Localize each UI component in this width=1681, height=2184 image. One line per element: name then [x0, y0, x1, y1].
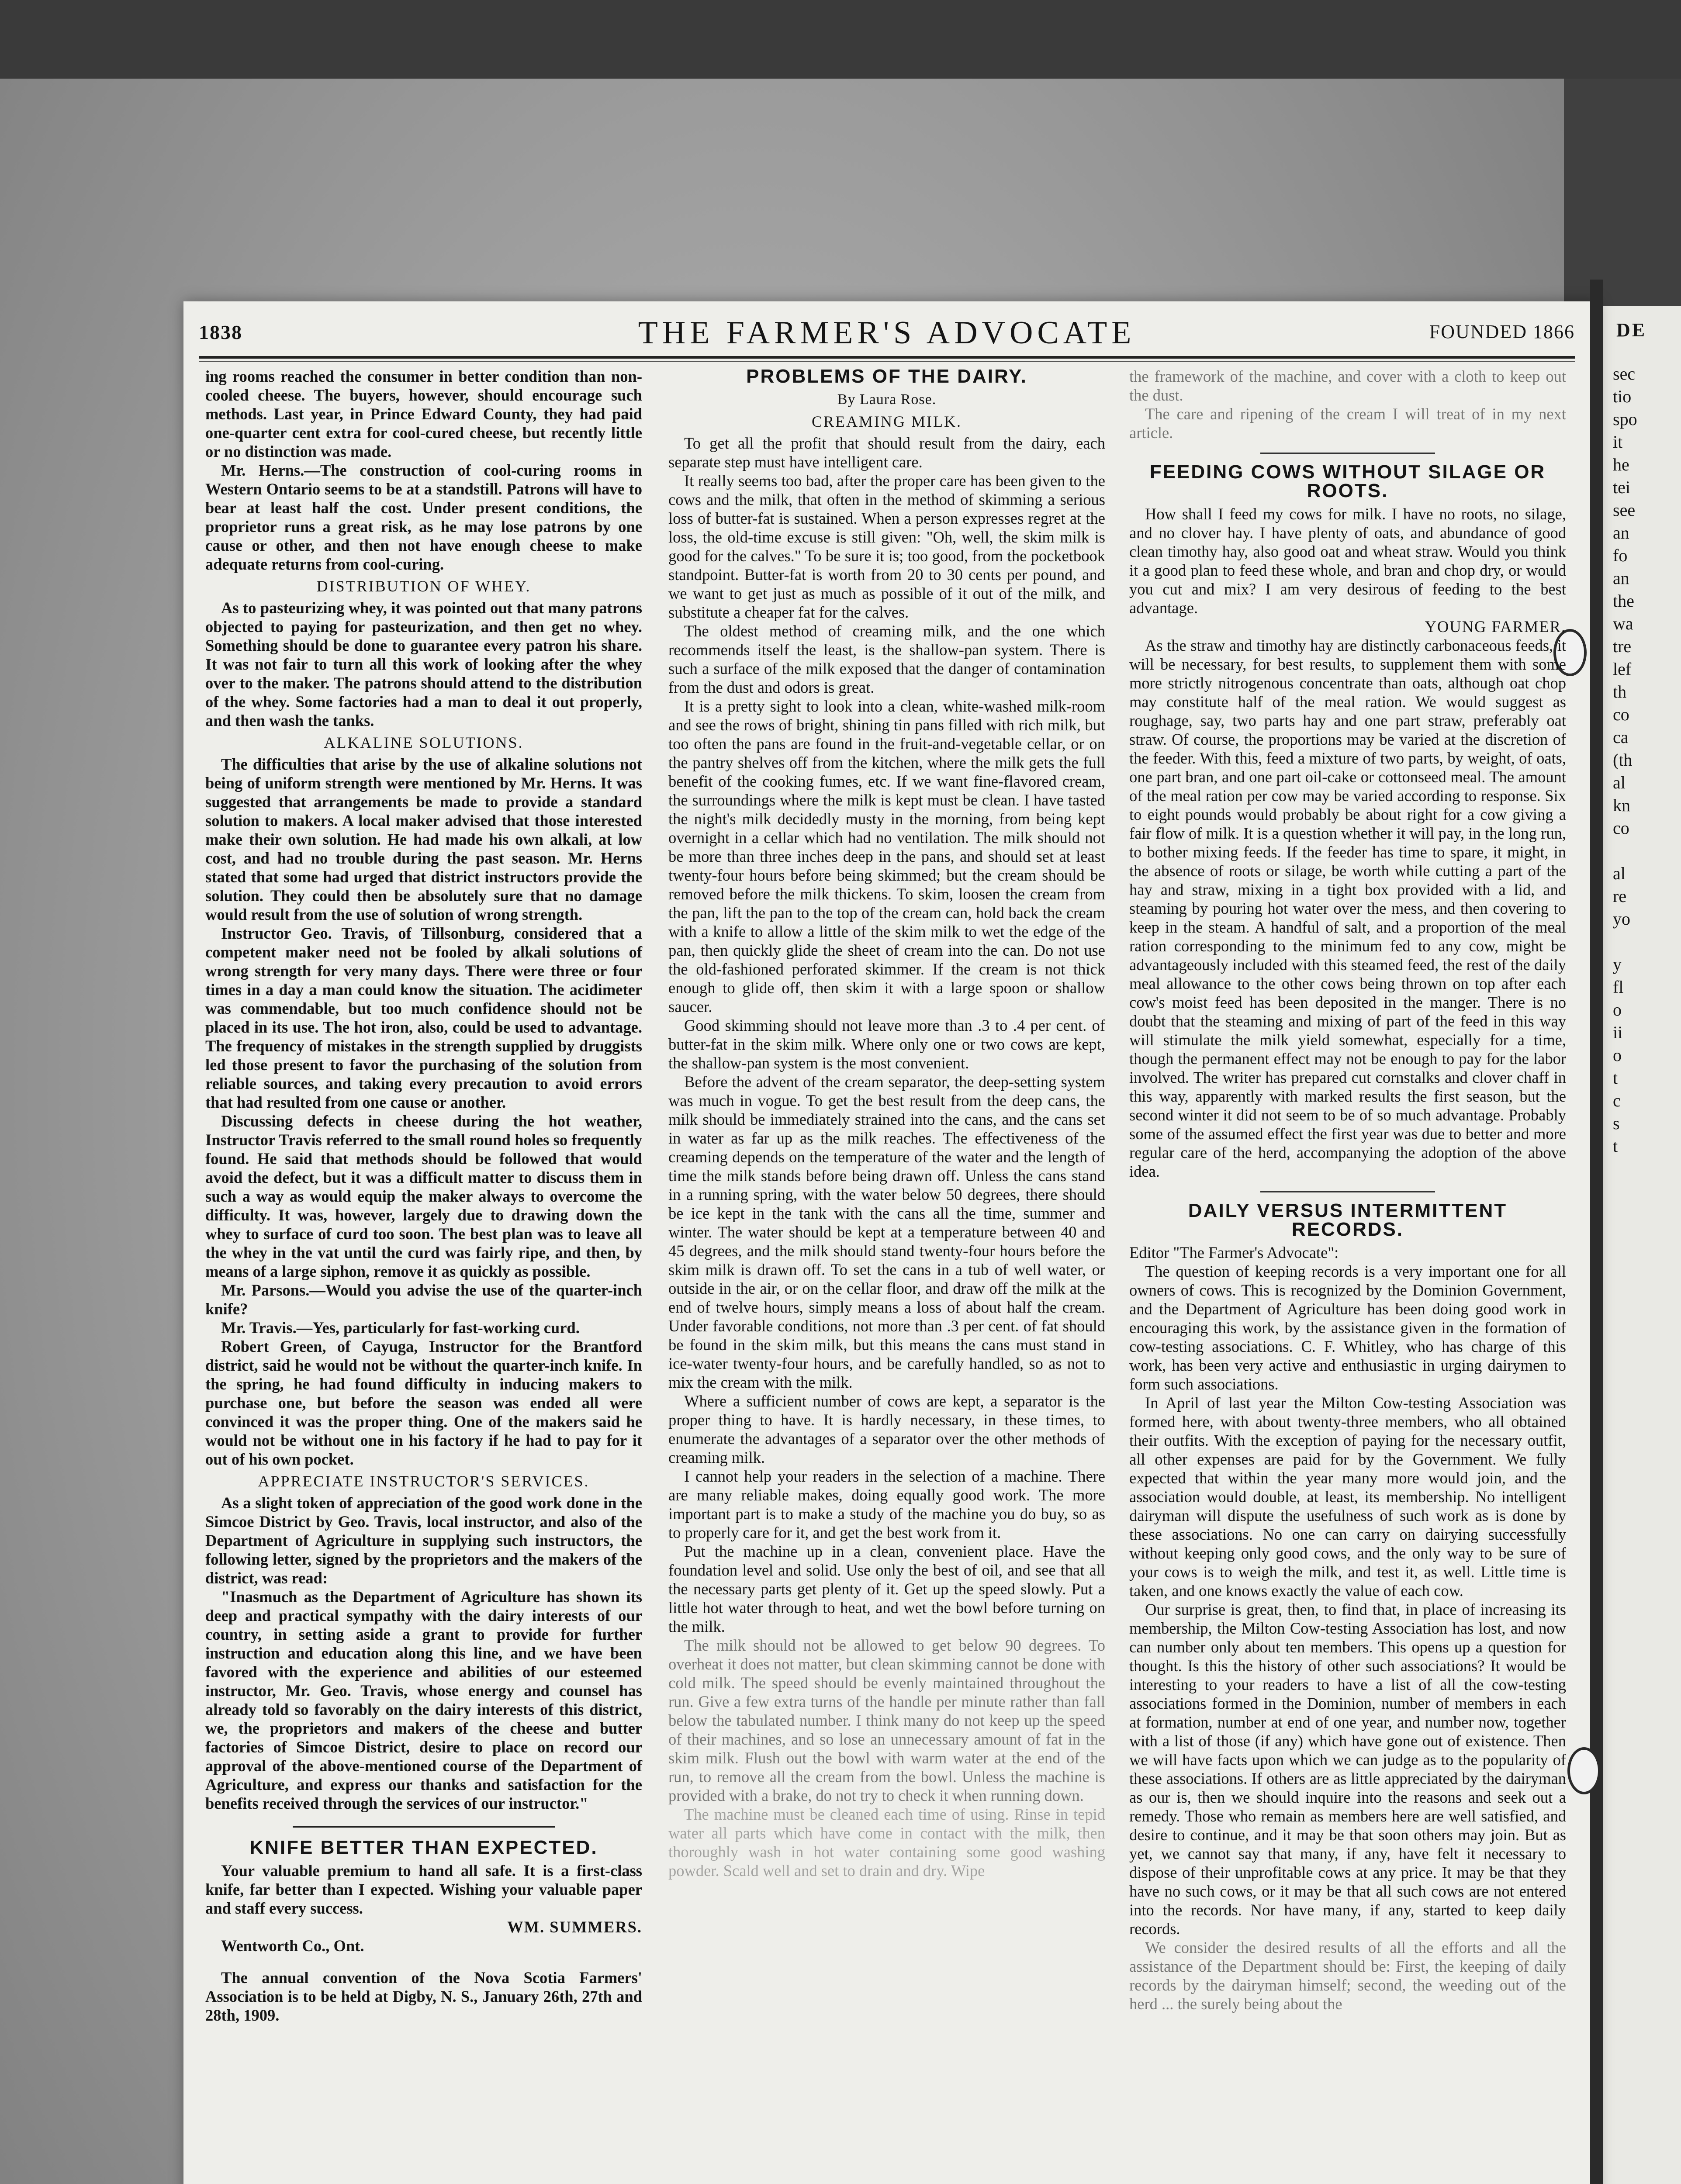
- article-paragraph: In April of last year the Milton Cow-testing Association was formed here, with about twenty-three members, who all obtained their outfits. With the exception of paying for the necessary outfit, all other expenses are paid for by the Government. We fully expected that within the year many more would join, and the association would double, at least, its membership. No intelligent dairyman will dispute the usefulness of such work as is done by these associations. No one can carry on dairying successfully without keeping only good cows, and the only way to be sure of your cows is to weigh the milk, and test it, as well. Little time is taken, and one knows exactly the value of each cow.: [1129, 1394, 1566, 1600]
- article-paragraph: The care and ripening of the cream I will treat of in my next article.: [1129, 405, 1566, 442]
- scan-top-shadow: [0, 0, 1681, 79]
- adjacent-fragment: t: [1613, 1068, 1618, 1088]
- page-gutter: [1590, 280, 1603, 2184]
- article-paragraph: The difficulties that arise by the use of alkaline solutions not being of uniform strength were mentioned by Mr. Herns. It was suggested that arrangements be made to provide a standard solution to makers. A local maker advised that those interested make their own solution. He had made his own alkali, at low cost, and had no trouble during the past season. Mr. Herns stated that some had urged that district instructors provide the solution. They could then be absolutely sure that no damage would result from the use of solution of wrong strength.: [205, 755, 642, 923]
- binding-ring-icon: [1567, 1747, 1601, 1794]
- article-paragraph: Discussing defects in cheese during the hot weather, Instructor Travis referred to the small round holes so frequently found. He said that methods should be followed that would avoid the defect, but it was a difficult matter to discuss them in such a way as would equip the maker always to overcome the difficulty. It was, however, largely due to drawing down the whey to surface of curd too soon. The best plan was to leave all the whey in the vat until the curd was fairly ripe, and then, by means of a large siphon, remove it as quickly as possible.: [205, 1112, 642, 1280]
- byline: By Laura Rose.: [837, 391, 937, 408]
- article-paragraph: I cannot help your readers in the selection of a machine. There are many reliable makes, doing equally good work. The more important part is to make a study of the machine you do buy, so as to properly care for it, and get the best work from it.: [668, 1467, 1105, 1541]
- page-header: [199, 314, 1575, 354]
- article-paragraph: Put the machine up in a clean, convenient place. Have the foundation level and solid. Use only the best of oil, and see that all the necessary parts get plenty of it. Get up the speed slowly. Put a little hot water through to heat, and wet the bowl before turning on the milk.: [668, 1542, 1105, 1635]
- article-paragraph: Your valuable premium to hand all safe. It is a first-class knife, far better than I expected. Wishing your valuable paper and staff every success.: [205, 1862, 642, 1917]
- adjacent-fragment: (th: [1613, 750, 1633, 770]
- article-paragraph: The machine must be cleaned each time of using. Rinse in tepid water all parts which have come in contact with the milk, then thoroughly wash in hot water containing some good washing powder. Scald well and set to drain and dry. Wipe: [668, 1805, 1105, 1880]
- header-rule-thin: [199, 361, 1575, 362]
- adjacent-fragment: s: [1613, 1113, 1620, 1133]
- section-title: DAILY VERSUS INTERMITTENT RECORDS.: [1188, 1200, 1508, 1240]
- adjacent-fragment: lef: [1613, 659, 1632, 679]
- article-paragraph: Mr. Herns.—The construction of cool-curing rooms in Western Ontario seems to be at a standstill. Patrons will have to bear at least half the cost. Under present conditions, the proprietor runs a great risk, as he may lose patrons by one cause or other, and then not have enough cheese to make adequate returns from cool-curing.: [205, 461, 642, 573]
- masthead-title: THE FARMER'S ADVOCATE: [638, 315, 1136, 351]
- adjacent-fragment: re: [1613, 886, 1627, 906]
- section-divider: [293, 1826, 555, 1828]
- adjacent-fragment: co: [1613, 818, 1629, 838]
- adjacent-fragment: it: [1613, 432, 1623, 452]
- adjacent-page-header: DE: [1616, 319, 1647, 341]
- adjacent-fragment: kn: [1613, 795, 1630, 815]
- article-paragraph: Mr. Parsons.—Would you advise the use of the quarter-inch knife?: [205, 1281, 642, 1318]
- adjacent-fragment: ii: [1613, 1023, 1623, 1042]
- article-paragraph: The milk should not be allowed to get below 90 degrees. To overheat it does not matter, but clean skimming cannot be done with cold milk. The speed should be evenly maintained throughout the run. Give a few extra turns of the handle per minute rather than fall below the tabulated number. I think many do not keep up the speed of their machines, and so lose an unnecessary amount of fat in the skim milk. Flush out the bowl with warm water at the end of the run, to remove all the cream from the bowl. Unless the machine is provided with a brake, do not try to check it when running down.: [668, 1636, 1105, 1804]
- founded-note: FOUNDED 1866: [1429, 321, 1575, 342]
- article-paragraph: The oldest method of creaming milk, and the one which recommends itself the least, is the shallow-pan system. There is such a surface of the milk exposed that the danger of contamination from the dust and odors is great.: [668, 622, 1105, 696]
- article-paragraph: The annual convention of the Nova Scotia Farmers' Association is to be held at Digby, N. S., January 26th, 27th and 28th, 1909.: [205, 1969, 642, 2024]
- adjacent-fragment: spo: [1613, 409, 1637, 429]
- article-paragraph: It is a pretty sight to look into a clean, white-washed milk-room and see the rows of bright, shining tin pans filled with rich milk, but too often the pans are found in the fruit-and-vegetable cellar, or on the pantry shelves off from the kitchen, where the milk gets the full benefit of the cooking fumes, etc. If we want fine-flavored cream, the surroundings where the milk is kept must be clean. I have tasted the night's milk decidedly musty in the morning, from being kept overnight in a cellar which had no ventilation. The milk should not be more than three inches deep in the pans, and should set at least twenty-four hours before being skimmed; but the cream should be removed before the milk thickens. To skim, loosen the cream from the pan, lift the pan to the top of the cream can, hold back the cream with a knife to allow a little of the skim milk to wet the edge of the pan, then quickly glide the sheet of cream into the can. Do not use the old-fashioned perforated skimmer. If the cream is not thick enough to glide off, then skim it with a large spoon or shallow saucer.: [668, 697, 1105, 1016]
- adjacent-page-edge: [1603, 306, 1681, 2184]
- adjacent-fragment: al: [1613, 864, 1626, 883]
- article-paragraph: To get all the profit that should result from the dairy, each separate step must have intelligent care.: [668, 434, 1105, 471]
- editor-salutation: Editor "The Farmer's Advocate":: [1129, 1244, 1339, 1261]
- section-title: PROBLEMS OF THE DAIRY.: [746, 366, 1027, 387]
- section-divider: [1260, 1191, 1435, 1192]
- article-paragraph: Our surprise is great, then, to find that, in place of increasing its membership, the Milton Cow-testing Association has lost, and now can number only about ten members. This opens up a question for thought. Is this the history of other such associations? It would be interesting to your readers to have a list of all the cow-testing associations formed in the Dominion, number of members in each at formation, number at end of one year, and number now, together with a list of those (if any) which have gone out of existence. Then we will have facts upon which we can judge as to the popularity of these associations. If others are as little appreciated by the dairyman as our is, then we should inquire into the reasons and seek out a remedy. Those who remain as members here are well satisfied, and desire to continue, and it may be that soon others may join. But as yet, we cannot say that many, if any, have felt it necessary to dispose of their unprofitable cows at any price. It may be that they have no such cows, or it may be that all such cows are not entered into the records. Nor have many, if any, started to keep daily records.: [1129, 1600, 1566, 1938]
- article-paragraph: As a slight token of appreciation of the good work done in the Simcoe District by Geo. Travis, local instructor, and also of the Department of Agriculture in supplying such instructors, the following letter, signed by the proprietors and the makers of the district, was read:: [205, 1494, 642, 1587]
- article-paragraph: As the straw and timothy hay are distinctly carbonaceous feeds, it will be necessary, for best results, to supplement them with some more strictly nitrogenous concentrate than oats, although oat chop may constitute half of the meal ration. We would suggest as roughage, say, two parts hay and one part straw, preferably oat straw. Of course, the proportions may be varied at the discretion of the feeder. With this, feed a mixture of two parts, by weight, of oats, one part bran, and one part oil-cake or cottonseed meal. The amount of the meal ration per cow may be varied according to response. Six to eight pounds would probably be about right for a cow giving a fair flow of milk. It is a question whether it will pay, in the long run, to bother mixing feeds. If the feeder has time to spare, it might, in the absence of roots or silage, be worth while cutting a part of the hay and straw, mixing in a tight box provided with a lid, and steaming by pouring hot water over the mess, and then covering to keep in the steam. A handful of salt, and a proportion of the meal ration corresponding to the minimum fed to any cow, might be advantageously included with this steamed feed, the rest of the daily meal allowance to the other cows being thrown on top after each cow's moist feed has been deposited in the manger. There is no doubt that the steaming and mixing of part of the feed in this way will stimulate the milk yield somewhat, especially for a time, though the permanent effect may not be enough to pay for the labor involved. The writer has prepared cut cornstalks and clover chaff in this way, apparently with marked results the first season, but the second winter it did not seem to be of so much advantage. Probably some of the assumed effect the first year was due to better and more regular care of the herd, accompanying the adoption of the above idea.: [1129, 636, 1566, 1180]
- article-paragraph: As to pasteurizing whey, it was pointed out that many patrons objected to paying for pasteurization, and then get no whey. Something should be done to guarantee every patron his share. It was not fair to turn all this work of looking after the whey over to the maker. The patrons should attend to the distribution of the whey. Some factories had a man to deal it out properly, and then wash the tanks.: [205, 599, 642, 729]
- article-paragraph: Before the advent of the cream separator, the deep-setting system was much in vogue. To get the best result from the deep cans, the milk should be immediately strained into the cans, and the cans set in water as far up as the milk reaches. The effectiveness of the creaming depends on the temperature of the water and the length of time the milk stands before being drawn off. Unless the cans stand in a running spring, with the water below 50 degrees, there should be ice kept in the tank with the cans all the time, summer and winter. The water should be kept at a temperature between 40 and 45 degrees, and the milk should stand twenty-four hours before the skim milk is drawn off. To set the cans in a tub of well water, or outside in the air, or on the cellar floor, and draw off the milk at the end of twelve hours, simply means a loss of about half the cream. Under favorable conditions, not more than .3 per cent. of fat should be found in the skim milk, but this means the cans must stand in ice-water twenty-four hours, and be carefully handled, so as not to mix the cream with the milk.: [668, 1073, 1105, 1391]
- adjacent-fragment: t: [1613, 1136, 1618, 1156]
- adjacent-fragment: fo: [1613, 546, 1628, 565]
- article-paragraph: It really seems too bad, after the proper care has been given to the cows and the milk, that often in the method of skimming a serious loss of butter-fat is sustained. When a person expresses regret at the loss, the old-time excuse is still given: "Oh, well, the skim milk is good for the calves." To be sure it is; too good, from the pocketbook standpoint. Butter-fat is worth from 20 to 30 cents per pound, and we want to get just as much as possible of it out of the milk, and substitute a cheaper fat for the calves.: [668, 472, 1105, 621]
- adjacent-fragment: co: [1613, 705, 1629, 724]
- adjacent-fragment: wa: [1613, 614, 1633, 633]
- adjacent-fragment: ca: [1613, 727, 1629, 747]
- adjacent-fragment: yo: [1613, 909, 1630, 929]
- subheading: DISTRIBUTION OF WHEY.: [316, 577, 531, 595]
- column-left: [205, 367, 642, 2025]
- adjacent-fragment: sec: [1613, 364, 1636, 384]
- column-middle: [668, 367, 1105, 1880]
- section-divider: [1260, 453, 1435, 454]
- page-number: 1838: [199, 321, 242, 343]
- adjacent-fragment: an: [1613, 568, 1629, 588]
- signature: YOUNG FARMER.: [1425, 618, 1566, 636]
- section-title: KNIFE BETTER THAN EXPECTED.: [249, 1837, 598, 1858]
- adjacent-fragment: tre: [1613, 636, 1632, 656]
- article-paragraph: ing rooms reached the consumer in better condition than non-cooled cheese. The buyers, however, should encourage such methods. Last year, in Prince Edward County, they had paid one-quarter cent extra for cool-cured cheese, but recently little or no distinction was made.: [205, 367, 642, 460]
- article-paragraph: Where a sufficient number of cows are kept, a separator is the proper thing to have. It is hardly necessary, in these times, to enumerate the advantages of a separator over the other methods of creaming milk.: [668, 1392, 1105, 1466]
- article-paragraph: "Inasmuch as the Department of Agriculture has shown its deep and practical sympathy with the dairy interests of our country, in setting aside a grant to provide for further instruction and education along this line, and we have been favored with the experience and abilities of our esteemed instructor, Mr. Geo. Travis, whose energy and counsel has already told so favorably on the dairy interests of this district, we, the proprietors and makers of the cheese and butter factories of Simcoe District, desire to place on record our approval of the above-mentioned course of the Department of Agriculture, and express our thanks and satisfaction for the benefits received through the services of our instructor.": [205, 1588, 642, 1812]
- article-paragraph: the framework of the machine, and cover with a cloth to keep out the dust.: [1129, 367, 1566, 404]
- header-rule: [199, 356, 1575, 359]
- signature: WM. SUMMERS.: [507, 1918, 642, 1936]
- placename: Wentworth Co., Ont.: [221, 1937, 364, 1955]
- adjacent-fragment: tei: [1613, 477, 1630, 497]
- subheading: APPRECIATE INSTRUCTOR'S SERVICES.: [258, 1472, 590, 1490]
- article-paragraph: How shall I feed my cows for milk. I have no roots, no silage, and no clover hay. I have plenty of oats, and abundance of good clean timothy hay, also good oat and wheat straw. Would you think it a good plan to feed these whole, and bran and chop dry, or would you cut and mix? I am very desirous of feeding to the best advantage.: [1129, 505, 1566, 617]
- subheading: ALKALINE SOLUTIONS.: [324, 734, 524, 751]
- adjacent-fragment: o: [1613, 1000, 1622, 1019]
- article-paragraph: We consider the desired results of all the efforts and all the assistance of the Department should be: First, the keeping of daily records by the dairyman himself; second, the weeding out of the herd ... the surely being about the: [1129, 1939, 1566, 2013]
- adjacent-fragment: the: [1613, 591, 1634, 611]
- adjacent-fragment: he: [1613, 455, 1629, 474]
- adjacent-fragment: fl: [1613, 977, 1624, 997]
- adjacent-fragment: o: [1613, 1045, 1622, 1065]
- column-right: [1129, 367, 1566, 2013]
- article-paragraph: The question of keeping records is a very important one for all owners of cows. This is recognized by the Dominion Government, and the Department of Agriculture has been doing good work in encouraging this work, by the assistance given in the formation of cow-testing associations. C. F. Whitley, who has charge of this work, has been very active and enthusiastic in urging dairymen to form such associations.: [1129, 1262, 1566, 1393]
- article-paragraph: Instructor Geo. Travis, of Tillsonburg, considered that a competent maker need not be fooled by alkali solutions of wrong strength for very many days. There were three or four times in a day a man could know the situation. The acidimeter was commendable, but too much confidence should not be placed in its use. The hot iron, also, could be used to advantage. The frequency of mistakes in the strength supplied by druggists led those present to favor the purchasing of the solution from reliable sources, and taking every precaution to avoid errors that had resulted from one cause or another.: [205, 924, 642, 1111]
- adjacent-fragment: see: [1613, 500, 1636, 520]
- adjacent-fragment: al: [1613, 773, 1626, 792]
- article-paragraph: Mr. Travis.—Yes, particularly for fast-working curd.: [221, 1319, 580, 1337]
- adjacent-fragment: y: [1613, 954, 1622, 974]
- adjacent-fragment: an: [1613, 523, 1629, 543]
- adjacent-fragment: c: [1613, 1091, 1621, 1110]
- adjacent-fragment: th: [1613, 682, 1627, 702]
- section-title: FEEDING COWS WITHOUT SILAGE OR ROOTS.: [1149, 461, 1546, 501]
- adjacent-fragment: tio: [1613, 387, 1632, 406]
- subheading: CREAMING MILK.: [812, 413, 962, 430]
- article-paragraph: Robert Green, of Cayuga, Instructor for the Brantford district, said he would not be without the quarter-inch knife. In the spring, he had found difficulty in inducing makers to purchase one, but before the season was ended all were convinced it was the proper thing. One of the makers said he would not be without one in his factory if he had to pay for it out of his own pocket.: [205, 1337, 642, 1468]
- article-paragraph: Good skimming should not leave more than .3 to .4 per cent. of butter-fat in the skim milk. Where only one or two cows are kept, the shallow-pan system is the most convenient.: [668, 1016, 1105, 1072]
